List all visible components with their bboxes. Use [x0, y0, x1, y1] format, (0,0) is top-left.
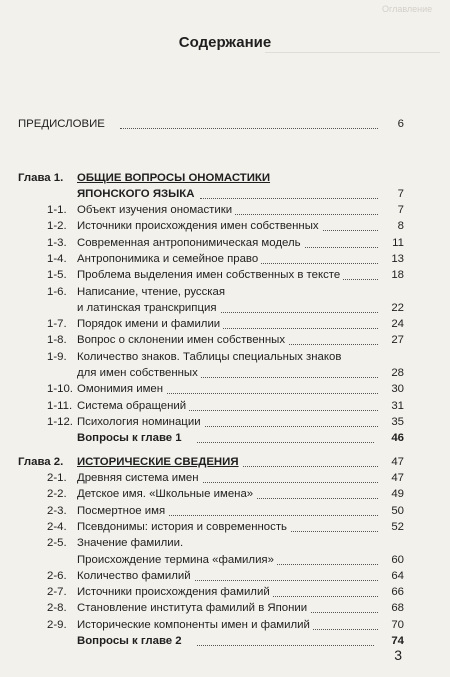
toc-item-page: 27 — [378, 334, 404, 346]
toc-item-title: Порядок имени и фамилии — [77, 318, 223, 331]
toc-item-title: Источники происхождения фамилий — [77, 586, 273, 599]
toc-item-title: Количество знаков. Таблицы специальных знаков — [77, 351, 344, 364]
toc-item-title: Система обращений — [77, 400, 189, 413]
toc-item-page: 28 — [378, 367, 404, 379]
toc-item-title: Исторические компоненты имен и фамилий — [77, 619, 313, 632]
toc-preface-label: ПРЕДИСЛОВИЕ — [18, 118, 108, 131]
toc-item-number: 1-5. — [47, 269, 70, 282]
chapter1-title-line1: ОБЩИЕ ВОПРОСЫ ОНОМАСТИКИ — [77, 172, 273, 185]
toc-item-page: 30 — [378, 383, 404, 395]
toc-item-page: 60 — [378, 554, 404, 566]
toc-item-title-cont: для имен собственных — [77, 367, 201, 380]
toc-item-page: 35 — [378, 416, 404, 428]
toc-leader-dots — [200, 197, 382, 199]
toc-item-title: Источники происхождения имен собственных — [77, 220, 322, 233]
toc-item-page: 24 — [378, 318, 404, 330]
toc-item-number: 2-7. — [47, 586, 70, 599]
toc-item-number: 2-1. — [47, 472, 70, 485]
toc-item-title: Древняя система имен — [77, 472, 202, 485]
toc-item-title: Количество фамилий — [77, 570, 194, 583]
toc-item-page: 64 — [378, 570, 404, 582]
toc-item-number: 1-12. — [47, 416, 76, 429]
toc-questions-page: 74 — [378, 635, 404, 647]
toc-item-title: Современная антропонимическая модель — [77, 237, 304, 250]
bleed-through-rule — [265, 52, 440, 53]
toc-item-number: 1-2. — [47, 220, 70, 233]
chapter2-title: ИСТОРИЧЕСКИЕ СВЕДЕНИЯ — [77, 456, 242, 469]
page-title: Содержание — [178, 34, 272, 51]
toc-item-page: 13 — [378, 253, 404, 265]
toc-item-number: 1-6. — [47, 286, 70, 299]
toc-item-title-cont: Происхождение термина «фамилия» — [77, 554, 277, 567]
toc-questions: Вопросы к главе 2 — [77, 635, 185, 648]
chapter2-page: 47 — [378, 456, 404, 468]
toc-item-page: 52 — [378, 521, 404, 533]
toc-item-title: Психология номинации — [77, 416, 204, 429]
toc-item-number: 1-8. — [47, 334, 70, 347]
toc-item-title: Антропонимика и семейное право — [77, 253, 261, 266]
toc-item-number: 1-4. — [47, 253, 70, 266]
toc-item-page: 18 — [378, 269, 404, 281]
toc-item-page: 68 — [378, 602, 404, 614]
toc-leader-dots — [197, 644, 374, 646]
toc-item-title: Проблема выделения имен собственных в тексте — [77, 269, 343, 282]
toc-item-title: Становление института фамилий в Японии — [77, 602, 310, 615]
toc-item-number: 2-4. — [47, 521, 70, 534]
toc-item-number: 2-9. — [47, 619, 70, 632]
toc-item-title: Детское имя. «Школьные имена» — [77, 488, 256, 501]
chapter1-title-line2: ЯПОНСКОГО ЯЗЫКА — [77, 188, 197, 201]
toc-item-title: Омонимия имен — [77, 383, 166, 396]
toc-item-number: 1-11. — [47, 400, 75, 413]
toc-item-title: Псевдонимы: история и современность — [77, 521, 290, 534]
toc-item-number: 1-10. — [47, 383, 76, 396]
toc-item-title: Значение фамилии. — [77, 537, 186, 550]
toc-item-page: 22 — [378, 302, 404, 314]
toc-item-page: 70 — [378, 619, 404, 631]
toc-item-number: 2-3. — [47, 505, 70, 518]
toc-item-page: 50 — [378, 505, 404, 517]
toc-item-page: 7 — [378, 204, 404, 216]
toc-item-title: Объект изучения ономастики — [77, 204, 235, 217]
toc-item-number: 2-5. — [47, 537, 70, 550]
toc-item-number: 1-9. — [47, 351, 70, 364]
toc-item-number: 2-8. — [47, 602, 70, 615]
toc-item-title-cont: и латинская транскрипция — [77, 302, 220, 315]
toc-leader-dots — [197, 441, 374, 443]
bleed-through-text: Оглавление — [382, 4, 433, 14]
toc-item-page: 31 — [378, 400, 404, 412]
toc-item-title: Написание, чтение, русская — [77, 286, 228, 299]
toc-item-number: 1-3. — [47, 237, 70, 250]
toc-item-page: 49 — [378, 488, 404, 500]
chapter1-label: Глава 1. — [18, 172, 66, 185]
toc-item-number: 2-6. — [47, 570, 70, 583]
chapter2-label: Глава 2. — [18, 456, 66, 469]
toc-item-title: Вопрос о склонении имен собственных — [77, 334, 288, 347]
toc-item-page: 8 — [378, 220, 404, 232]
toc-item-number: 2-2. — [47, 488, 70, 501]
toc-questions-page: 46 — [378, 432, 404, 444]
toc-item-page: 11 — [378, 237, 404, 249]
page-number: 3 — [394, 647, 402, 663]
toc-item-title: Посмертное имя — [77, 505, 168, 518]
toc-item-number: 1-7. — [47, 318, 70, 331]
toc-item-page: 66 — [378, 586, 404, 598]
toc-item-page: 47 — [378, 472, 404, 484]
toc-leader-dots — [232, 465, 382, 467]
toc-preface-page: 6 — [378, 118, 404, 130]
chapter1-page: 7 — [378, 188, 404, 200]
toc-leader-dots — [120, 127, 382, 129]
toc-item-number: 1-1. — [47, 204, 70, 217]
toc-questions: Вопросы к главе 1 — [77, 432, 185, 445]
